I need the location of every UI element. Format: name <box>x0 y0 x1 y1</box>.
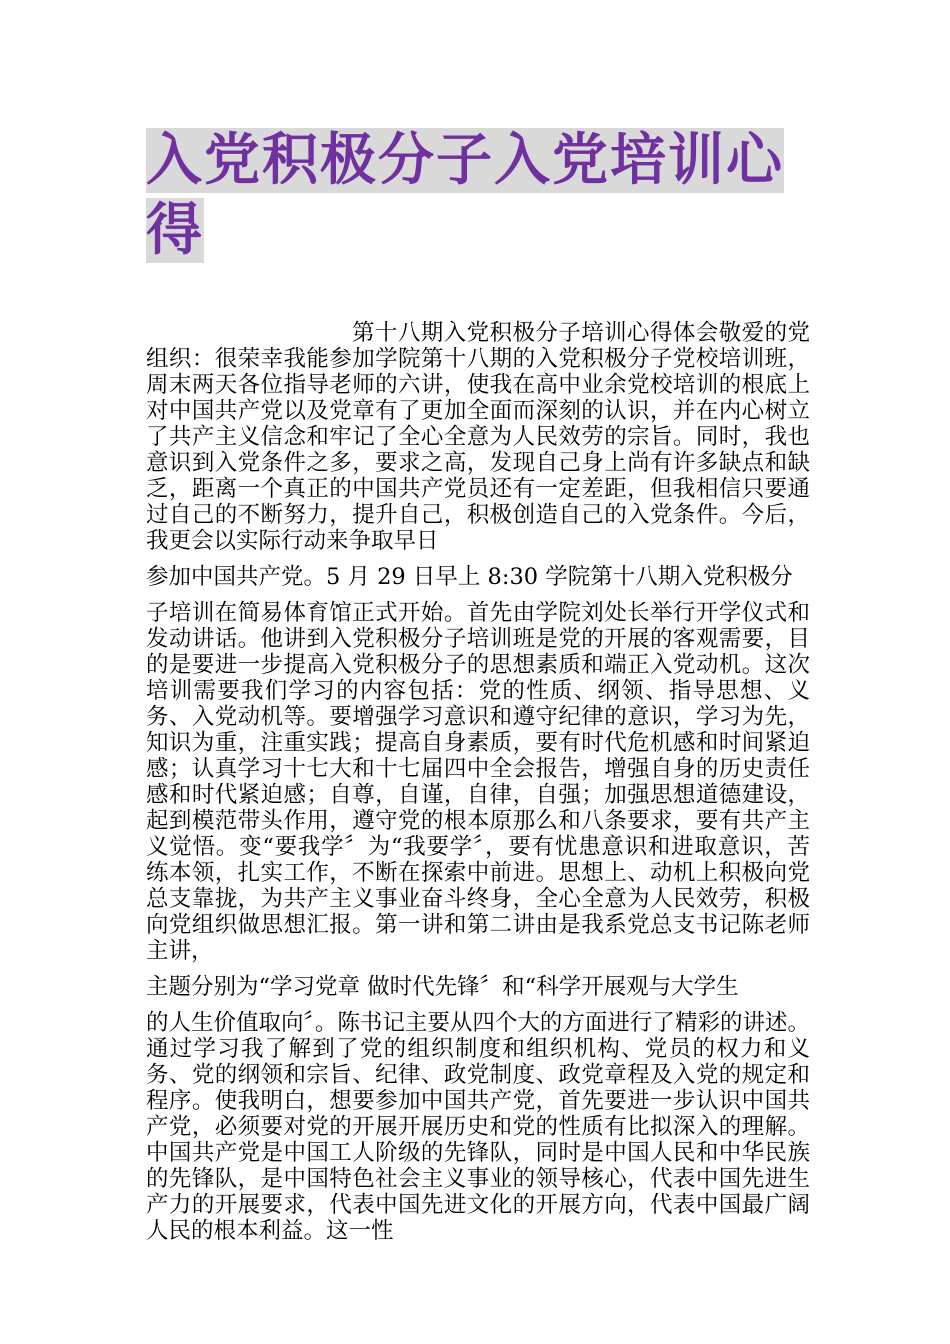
paragraph-5: 的人生价值取向〞。陈书记主要从四个大的方面进行了精彩的讲述。通过学习我了解到了党的组织制度和组织机构、党员的权力和义务、党的纲领和宗旨、纪律、政党制度、政党章程及入党的规定和程序。使我明白，想要参加中国共产党，首先要进一步认识中国共产党，必须要对党的开展开展历史和党的性质有比拟深入的理解。中国共产党是中国工人阶级的先锋队，同时是中国人民和中华民族的先锋队，是中国特色社会主义事业的领导核心，代表中国先进生产力的开展要求，代表中国先进文化的开展方向，代表中国最广阔人民的根本利益。这一性 <box>146 1010 810 1244</box>
paragraph-2: 参加中国共产党。5 月 29 日早上 8:30 学院第十八期入党积极分 <box>146 564 793 590</box>
document-title-text: 入党积极分子入党培训心得 <box>146 128 784 263</box>
paragraph-1: 第十八期入党积极分子培训心得体会敬爱的党组织：很荣幸我能参加学院第十八期的入党积极分子党校培训班，周末两天各位指导老师的六讲，使我在高中业余党校培训的根底上对中国共产党以及党章有了更加全面而深刻的认识，并在内心树立了共产主义信念和牢记了全心全意为人民效劳的宗旨。同时，我也意识到入党条件之多，要求之高，发现自己身上尚有许多缺点和缺乏，距离一个真正的中国共产党员还有一定差距，但我相信只要通过自己的不断努力，提升自己，积极创造自己的入党条件。今后，我更会以实际行动来争取早日 <box>146 320 810 554</box>
paragraph-3: 子培训在简易体育馆正式开始。首先由学院刘处长举行开学仪式和发动讲话。他讲到入党积极分子培训班是党的开展的客观需要，目的是要进一步提高入党积极分子的思想素质和端正入党动机。这次培训需要我们学习的内容包括：党的性质、纲领、指导思想、义务、入党动机等。要增强学习意识和遵守纪律的意识，学习为先，知识为重，注重实践；提高自身素质，要有时代危机感和时间紧迫感；认真学习十七大和十七届四中全会报告，增强自身的历史责任感和时代紧迫感；自尊，自谨，自律，自强；加强思想道德建设，起到模范带头作用，遵守党的根本原那么和八条要求，要有共产主义觉悟。变“要我学〞为“我要学〞，要有忧患意识和进取意识，苦练本领，扎实工作，不断在探索中前进。思想上、动机上积极向党总支靠拢，为共产主义事业奋斗终身，全心全意为人民效劳，积极向党组织做思想汇报。第一讲和第二讲由是我系党总支书记陈老师主讲， <box>146 600 810 964</box>
document-body <box>146 320 810 1244</box>
paragraph-4: 主题分别为“学习党章 做时代先锋〞和“科学开展观与大学生 <box>146 974 739 1000</box>
document-title <box>146 126 816 266</box>
